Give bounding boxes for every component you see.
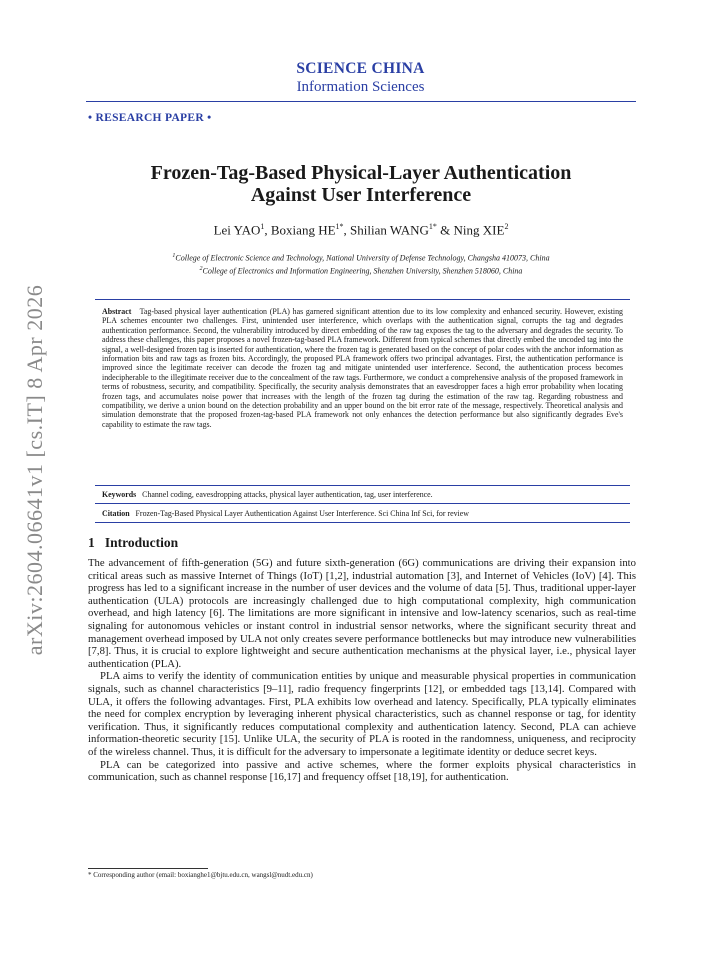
- journal-subtitle: Information Sciences: [296, 79, 425, 95]
- arxiv-stamp: arXiv:2604.06641v1 [cs.IT] 8 Apr 2026: [22, 284, 47, 656]
- title-line-1: Frozen-Tag-Based Physical-Layer Authentication: [150, 162, 572, 184]
- journal-title: SCIENCE CHINA: [296, 60, 425, 77]
- paper-title: [86, 162, 636, 206]
- affiliation-sup: 2: [199, 265, 203, 272]
- author-separator: ,: [264, 222, 271, 238]
- header-rule: [86, 101, 636, 102]
- author-sup: 1: [260, 222, 265, 231]
- title-line-2: Against User Interference: [250, 184, 472, 206]
- paragraph: PLA aims to verify the identity of communication entities by unique and measurable physical properties in communication signals, such as channel characteristics [9–11], radio frequency fingerprints [12], or embedded tags [13,14]. Compared with ULA, it offers the following advantages. First, PLA exhibits low overhead and latency. Specifically, PLA typically eliminates the need for complex encryption by leveraging inherent physical characteristics, such as channel response or tag, for identity verification. Thus, it significantly reduces computational complexity and authentication latency. Second, PLA can achieve information-theoretic security [15]. Unlike ULA, the security of PLA is rooted in the randomness, uniqueness, and reciprocity of the wireless channel. Thus, it is difficult for the adversary to impersonate a legitimate identity or deduce secret keys.: [88, 670, 636, 758]
- author-sup: 1*: [335, 222, 344, 231]
- keywords-text: Channel coding, eavesdropping attacks, physical layer authentication, tag, user interference.: [142, 490, 433, 499]
- paragraph: PLA can be categorized into passive and active schemes, where the former exploits physical characteristics in communication, such as channel response [16,17] and frequency offset [18,19], for authentication.: [88, 758, 636, 784]
- author-name: Ning XIE: [453, 222, 505, 238]
- keywords: [102, 490, 623, 500]
- affiliation-1: [86, 251, 636, 264]
- author-separator: ,: [343, 222, 351, 238]
- keywords-rule: [95, 485, 630, 486]
- citation-text: Frozen-Tag-Based Physical Layer Authentication Against User Interference. Sci China Inf Sci, for review: [135, 509, 469, 518]
- citation-label: Citation: [102, 509, 130, 518]
- body-text: [88, 557, 636, 784]
- footnote: * Corresponding author (email: boxianghe1@bjtu.edu.cn, wangsl@nudt.edu.cn): [88, 871, 313, 879]
- citation-bottom-rule: [95, 522, 630, 523]
- author-name: Lei YAO: [213, 222, 261, 238]
- footnote-rule: [88, 868, 208, 869]
- section-title: Introduction: [104, 535, 179, 550]
- author-name: Shilian WANG: [350, 222, 429, 238]
- abstract-text: Tag-based physical layer authentication (PLA) has garnered significant attention due to its low complexity and enhanced security. However, existing PLA schemes encounter two challenges. First, unintended user interference, which overlaps with the authentication signal, corrupts the tag and degrades authentication performance. Second, the vulnerability introduced by direct embedding of the raw tag exposes the tag to the adversary and degrades the security. To address these challenges, this paper proposes a novel frozen-tag-based PLA framework. Different from typical schemes that directly embed the uncoded tag into the signal, a well-designed frozen tag is inserted for authentication, where the frozen tag is generated based on the concept of polar codes with the anchor information as information bits and raw tags as frozen bits. Accordingly, the proposed PLA framework offers two principal advantages. First, the authentication performance is improved since the legitimate receiver can decode the frozen tag and mitigate unintended user interference. Second, the authentication process becomes indecipherable to the illegitimate receiver due to the concealment of the raw tags. Furthermore, we conduct a comprehensive analysis of the proposed framework in terms of robustness, security, and compatibility. Specifically, the security analysis demonstrates that an eavesdropper faces a high error probability when locating frozen tags, and accumulates noise power that increases with the length of the frozen tag during the estimation of the raw tag. Regarding robustness and compatibility, we derive a union bound on the detection probability and an upper bound on the bit error rate of the message, respectively. Theoretical analysis and simulation demonstrate that the proposed frozen-tag-based PLA framework not only enhances the detection performance but also significantly degrades Eve's capability to estimate the raw tags.: [102, 307, 623, 429]
- author-separator: &: [436, 222, 454, 238]
- abstract: [102, 307, 623, 429]
- section-number: 1: [88, 535, 95, 550]
- affiliation-text: College of Electronics and Information Engineering, Shenzhen University, Shenzhen 518060, China: [202, 266, 523, 276]
- author-sup: 1*: [428, 222, 437, 231]
- keywords-label: Keywords: [102, 490, 137, 499]
- author-sup: 2: [504, 222, 509, 231]
- author-list: [86, 219, 636, 238]
- citation: [102, 509, 623, 519]
- abstract-rule: [95, 299, 630, 300]
- paper-type: • RESEARCH PAPER •: [88, 112, 212, 124]
- paragraph: The advancement of fifth-generation (5G) and future sixth-generation (6G) communications are driving their expansion into critical areas such as massive Internet of Things (IoT) [1,2], industrial automation [3], and Internet of Vehicles (IoV) [4]. This progress has led to a significant increase in the number of user devices and the volume of data [5]. Thus, traditional upper-layer authentication (ULA) protocols are increasingly challenged due to high computational complexity, high communication overhead, and high latency [6]. The limitations are more significant in intensive and low-latency scenarios, such as real-time signaling for autonomous vehicles or instant control in industrial sensor networks, where the significant security threat and management overhead imposed by ULA not only creates severe performance bottlenecks but may introduce new vulnerabilities [7,8]. Thus, it is crucial to explore lightweight and secure authentication mechanisms at the physical layer, i.e., physical layer authentication (PLA).: [88, 557, 636, 670]
- abstract-label: Abstract: [102, 307, 132, 316]
- author-name: Boxiang HE: [270, 222, 336, 238]
- affiliation-2: [86, 264, 636, 277]
- affiliation-text: College of Electronic Science and Technology, National University of Defense Technology, Changsha 410073, China: [175, 253, 550, 263]
- section-heading: [88, 535, 178, 551]
- citation-rule: [95, 503, 630, 504]
- affiliation-sup: 1: [172, 253, 176, 259]
- affiliations: [86, 251, 636, 276]
